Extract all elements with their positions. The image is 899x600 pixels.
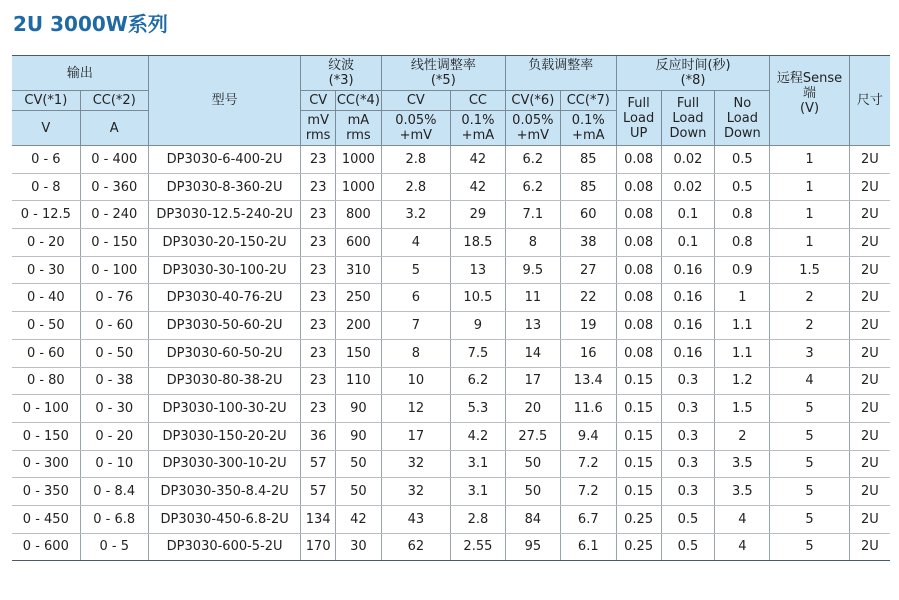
table-cell: 85 <box>560 173 616 201</box>
table-cell: 0 - 60 <box>80 312 148 340</box>
table-cell: 1 <box>770 201 849 229</box>
header-full-load-down: Full Load Down <box>661 91 715 146</box>
table-cell: 0 - 50 <box>12 312 80 340</box>
table-cell: 22 <box>560 284 616 312</box>
table-cell: 2U <box>849 422 890 450</box>
table-row <box>12 422 890 450</box>
table-cell: DP3030-30-100-2U <box>148 256 301 284</box>
table-cell: 6.2 <box>505 146 560 174</box>
table-cell: DP3030-12.5-240-2U <box>148 201 301 229</box>
table-cell: 57 <box>301 450 336 478</box>
table-cell: 9 <box>450 312 505 340</box>
table-cell: 90 <box>335 395 381 423</box>
table-cell: 1 <box>770 173 849 201</box>
table-cell: 1.1 <box>715 339 770 367</box>
table-cell: 8 <box>381 339 450 367</box>
table-cell: 0 - 8 <box>12 173 80 201</box>
table-cell: DP3030-20-150-2U <box>148 229 301 257</box>
table-cell: 2U <box>849 173 890 201</box>
table-cell: 62 <box>381 533 450 561</box>
table-cell: 1 <box>715 284 770 312</box>
table-cell: DP3030-150-20-2U <box>148 422 301 450</box>
table-cell: 23 <box>301 339 336 367</box>
table-cell: 30 <box>335 533 381 561</box>
table-cell: 1 <box>770 146 849 174</box>
table-cell: 11 <box>505 284 560 312</box>
table-cell: 0.15 <box>616 395 661 423</box>
table-cell: 134 <box>301 505 336 533</box>
table-cell: 2U <box>849 533 890 561</box>
table-cell: 0.15 <box>616 478 661 506</box>
table-cell: 7.5 <box>450 339 505 367</box>
table-cell: 23 <box>301 284 336 312</box>
table-cell: 95 <box>505 533 560 561</box>
header-line-regulation: 线性调整率 (*5) <box>381 56 505 91</box>
table-cell: 0.1 <box>661 201 715 229</box>
table-cell: 0.5 <box>661 505 715 533</box>
table-cell: DP3030-600-5-2U <box>148 533 301 561</box>
table-cell: 4 <box>770 367 849 395</box>
header-cv1: CV(*1) <box>12 91 80 111</box>
table-cell: 42 <box>450 173 505 201</box>
table-cell: 23 <box>301 312 336 340</box>
table-cell: 2U <box>849 478 890 506</box>
table-cell: 2U <box>849 312 890 340</box>
table-cell: 4 <box>715 533 770 561</box>
table-cell: 2U <box>849 256 890 284</box>
table-row <box>12 229 890 257</box>
header-load-regulation: 负载调整率 <box>505 56 616 91</box>
table-cell: 0 - 100 <box>80 256 148 284</box>
table-cell: 110 <box>335 367 381 395</box>
table-cell: 19 <box>560 312 616 340</box>
table-row <box>12 533 890 561</box>
table-cell: 0.16 <box>661 339 715 367</box>
table-cell: 2.8 <box>381 173 450 201</box>
table-row <box>12 450 890 478</box>
header-unit-mv-rms: mV rms <box>301 111 336 146</box>
table-cell: 310 <box>335 256 381 284</box>
table-cell: DP3030-100-30-2U <box>148 395 301 423</box>
table-cell: 23 <box>301 367 336 395</box>
table-cell: 0 - 8.4 <box>80 478 148 506</box>
header-unit-load-cc: 0.1% +mA <box>560 111 616 146</box>
table-cell: 0 - 30 <box>80 395 148 423</box>
table-cell: 150 <box>335 339 381 367</box>
header-remote-sense: 远程Sense 端 (V) <box>770 56 849 146</box>
table-cell: 27 <box>560 256 616 284</box>
table-cell: 0 - 100 <box>12 395 80 423</box>
table-cell: 0 - 300 <box>12 450 80 478</box>
table-header <box>12 56 890 146</box>
table-row <box>12 201 890 229</box>
table-cell: 0.5 <box>715 146 770 174</box>
table-cell: 5 <box>770 533 849 561</box>
table-cell: 3.5 <box>715 478 770 506</box>
table-cell: 0.3 <box>661 450 715 478</box>
header-line-cv: CV <box>381 91 450 111</box>
table-cell: 0.02 <box>661 146 715 174</box>
table-cell: 6 <box>381 284 450 312</box>
table-cell: 5 <box>381 256 450 284</box>
table-cell: 0 - 240 <box>80 201 148 229</box>
table-cell: 0.15 <box>616 450 661 478</box>
table-cell: 5 <box>770 505 849 533</box>
table-cell: 0 - 150 <box>80 229 148 257</box>
table-cell: 36 <box>301 422 336 450</box>
table-cell: 23 <box>301 201 336 229</box>
table-cell: 0.08 <box>616 312 661 340</box>
header-unit-line-cc: 0.1% +mA <box>450 111 505 146</box>
table-cell: 2U <box>849 395 890 423</box>
table-cell: 0.3 <box>661 478 715 506</box>
table-cell: 2.8 <box>450 505 505 533</box>
table-cell: 0 - 38 <box>80 367 148 395</box>
table-cell: 0.15 <box>616 422 661 450</box>
table-row <box>12 339 890 367</box>
table-cell: 13 <box>450 256 505 284</box>
table-cell: 38 <box>560 229 616 257</box>
table-cell: 600 <box>335 229 381 257</box>
table-cell: 23 <box>301 395 336 423</box>
table-cell: 11.6 <box>560 395 616 423</box>
table-cell: 200 <box>335 312 381 340</box>
table-cell: 0 - 350 <box>12 478 80 506</box>
table-cell: 0.5 <box>715 173 770 201</box>
table-cell: 0 - 40 <box>12 284 80 312</box>
page-title: 2U 3000W系列 <box>13 12 168 36</box>
table-cell: 60 <box>560 201 616 229</box>
table-cell: 9.4 <box>560 422 616 450</box>
table-cell: 5 <box>770 478 849 506</box>
header-unit-v: V <box>12 111 80 146</box>
table-cell: 0.08 <box>616 256 661 284</box>
table-cell: 23 <box>301 256 336 284</box>
table-cell: 3.2 <box>381 201 450 229</box>
table-cell: 0.25 <box>616 533 661 561</box>
table-cell: 250 <box>335 284 381 312</box>
table-cell: 29 <box>450 201 505 229</box>
table-cell: 9.5 <box>505 256 560 284</box>
table-cell: 0.08 <box>616 339 661 367</box>
table-row <box>12 395 890 423</box>
table-cell: 50 <box>505 450 560 478</box>
table-cell: DP3030-80-38-2U <box>148 367 301 395</box>
table-cell: 42 <box>335 505 381 533</box>
table-cell: 0 - 30 <box>12 256 80 284</box>
table-cell: 1.2 <box>715 367 770 395</box>
table-cell: 2.55 <box>450 533 505 561</box>
table-cell: 0 - 6.8 <box>80 505 148 533</box>
table-cell: 32 <box>381 450 450 478</box>
table-cell: 84 <box>505 505 560 533</box>
table-cell: 1 <box>770 229 849 257</box>
header-load-cc7: CC(*7) <box>560 91 616 111</box>
table-cell: 3.1 <box>450 450 505 478</box>
table-cell: 0.3 <box>661 395 715 423</box>
table-cell: 170 <box>301 533 336 561</box>
header-model: 型号 <box>148 56 301 146</box>
table-cell: 2U <box>849 201 890 229</box>
table-cell: 0.25 <box>616 505 661 533</box>
table-cell: 17 <box>505 367 560 395</box>
table-row <box>12 173 890 201</box>
table-cell: DP3030-300-10-2U <box>148 450 301 478</box>
table-cell: 0 - 12.5 <box>12 201 80 229</box>
table-cell: 17 <box>381 422 450 450</box>
table-cell: DP3030-350-8.4-2U <box>148 478 301 506</box>
table-row <box>12 312 890 340</box>
header-response-time: 反应时间(秒) (*8) <box>616 56 770 91</box>
header-cc2: CC(*2) <box>80 91 148 111</box>
table-cell: 0 - 360 <box>80 173 148 201</box>
table-cell: 3.5 <box>715 450 770 478</box>
header-no-load-down: No Load Down <box>715 91 770 146</box>
table-cell: 800 <box>335 201 381 229</box>
table-cell: DP3030-8-360-2U <box>148 173 301 201</box>
table-cell: 6.7 <box>560 505 616 533</box>
header-line-cc: CC <box>450 91 505 111</box>
table-cell: 2U <box>849 505 890 533</box>
table-cell: 13 <box>505 312 560 340</box>
table-cell: 0.3 <box>661 422 715 450</box>
table-cell: DP3030-60-50-2U <box>148 339 301 367</box>
table-cell: 42 <box>450 146 505 174</box>
table-cell: 7.2 <box>560 478 616 506</box>
table-row <box>12 478 890 506</box>
table-cell: 0 - 50 <box>80 339 148 367</box>
table-cell: 57 <box>301 478 336 506</box>
table-cell: 2U <box>849 146 890 174</box>
table-row <box>12 367 890 395</box>
table-cell: 0.08 <box>616 146 661 174</box>
table-cell: 13.4 <box>560 367 616 395</box>
header-unit-ma-rms: mA rms <box>335 111 381 146</box>
table-cell: 0.8 <box>715 201 770 229</box>
table-cell: 0 - 10 <box>80 450 148 478</box>
header-unit-load-cv: 0.05% +mV <box>505 111 560 146</box>
table-cell: 23 <box>301 146 336 174</box>
table-cell: 2U <box>849 367 890 395</box>
table-cell: 2U <box>849 284 890 312</box>
table-cell: 16 <box>560 339 616 367</box>
header-ripple: 纹波 (*3) <box>301 56 381 91</box>
table-cell: 32 <box>381 478 450 506</box>
table-cell: 1.1 <box>715 312 770 340</box>
table-cell: 6.2 <box>450 367 505 395</box>
table-cell: 0.08 <box>616 173 661 201</box>
table-cell: 0 - 600 <box>12 533 80 561</box>
table-cell: 0.08 <box>616 201 661 229</box>
table-cell: 0 - 5 <box>80 533 148 561</box>
table-cell: 2U <box>849 339 890 367</box>
header-load-cv6: CV(*6) <box>505 91 560 111</box>
table-cell: 1.5 <box>770 256 849 284</box>
table-cell: 5 <box>770 395 849 423</box>
table-cell: 8 <box>505 229 560 257</box>
table-cell: DP3030-450-6.8-2U <box>148 505 301 533</box>
table-cell: 10 <box>381 367 450 395</box>
table-cell: 0 - 20 <box>12 229 80 257</box>
table-cell: DP3030-6-400-2U <box>148 146 301 174</box>
table-cell: 14 <box>505 339 560 367</box>
table-row <box>12 146 890 174</box>
table-cell: 7 <box>381 312 450 340</box>
table-cell: 1000 <box>335 146 381 174</box>
table-cell: 7.2 <box>560 450 616 478</box>
table-cell: 0.16 <box>661 284 715 312</box>
table-cell: 2 <box>770 284 849 312</box>
table-cell: 0.3 <box>661 367 715 395</box>
table-cell: 6.2 <box>505 173 560 201</box>
table-cell: 2 <box>715 422 770 450</box>
table-cell: 0.15 <box>616 367 661 395</box>
table-cell: 0.08 <box>616 284 661 312</box>
table-cell: 0 - 76 <box>80 284 148 312</box>
table-cell: 4 <box>381 229 450 257</box>
table-cell: 43 <box>381 505 450 533</box>
table-cell: 23 <box>301 229 336 257</box>
table-cell: DP3030-50-60-2U <box>148 312 301 340</box>
table-cell: 50 <box>335 450 381 478</box>
table-cell: 3 <box>770 339 849 367</box>
header-unit-a: A <box>80 111 148 146</box>
table-cell: 4.2 <box>450 422 505 450</box>
table-cell: 90 <box>335 422 381 450</box>
table-cell: 27.5 <box>505 422 560 450</box>
table-cell: 18.5 <box>450 229 505 257</box>
table-row <box>12 505 890 533</box>
table-cell: 0.02 <box>661 173 715 201</box>
table-cell: 3.1 <box>450 478 505 506</box>
table-cell: 0 - 450 <box>12 505 80 533</box>
table-row <box>12 256 890 284</box>
table-cell: 0.8 <box>715 229 770 257</box>
table-cell: 2U <box>849 229 890 257</box>
table-cell: 0.16 <box>661 312 715 340</box>
table-cell: 0 - 400 <box>80 146 148 174</box>
spec-table <box>12 55 890 561</box>
header-full-load-up: Full Load UP <box>616 91 661 146</box>
table-cell: 0.5 <box>661 533 715 561</box>
table-cell: 2.8 <box>381 146 450 174</box>
table-cell: 2 <box>770 312 849 340</box>
header-size: 尺寸 <box>849 56 890 146</box>
table-cell: 1.5 <box>715 395 770 423</box>
table-cell: 6.1 <box>560 533 616 561</box>
table-cell: 12 <box>381 395 450 423</box>
table-row <box>12 284 890 312</box>
table-cell: 0.1 <box>661 229 715 257</box>
table-cell: 20 <box>505 395 560 423</box>
header-unit-line-cv: 0.05% +mV <box>381 111 450 146</box>
table-cell: 0.9 <box>715 256 770 284</box>
table-cell: 2U <box>849 450 890 478</box>
table-cell: 85 <box>560 146 616 174</box>
table-cell: 5 <box>770 450 849 478</box>
table-cell: 50 <box>335 478 381 506</box>
table-body <box>12 146 890 561</box>
table-cell: 50 <box>505 478 560 506</box>
table-cell: 0 - 150 <box>12 422 80 450</box>
table-cell: 23 <box>301 173 336 201</box>
table-cell: DP3030-40-76-2U <box>148 284 301 312</box>
header-output: 输出 <box>12 56 148 91</box>
header-ripple-cc4: CC(*4) <box>335 91 381 111</box>
table-cell: 0 - 60 <box>12 339 80 367</box>
header-ripple-cv: CV <box>301 91 336 111</box>
table-cell: 4 <box>715 505 770 533</box>
table-cell: 0.08 <box>616 229 661 257</box>
table-cell: 0 - 80 <box>12 367 80 395</box>
table-cell: 7.1 <box>505 201 560 229</box>
table-cell: 0 - 6 <box>12 146 80 174</box>
table-cell: 5 <box>770 422 849 450</box>
table-cell: 10.5 <box>450 284 505 312</box>
table-cell: 0 - 20 <box>80 422 148 450</box>
table-cell: 1000 <box>335 173 381 201</box>
table-cell: 0.16 <box>661 256 715 284</box>
table-cell: 5.3 <box>450 395 505 423</box>
